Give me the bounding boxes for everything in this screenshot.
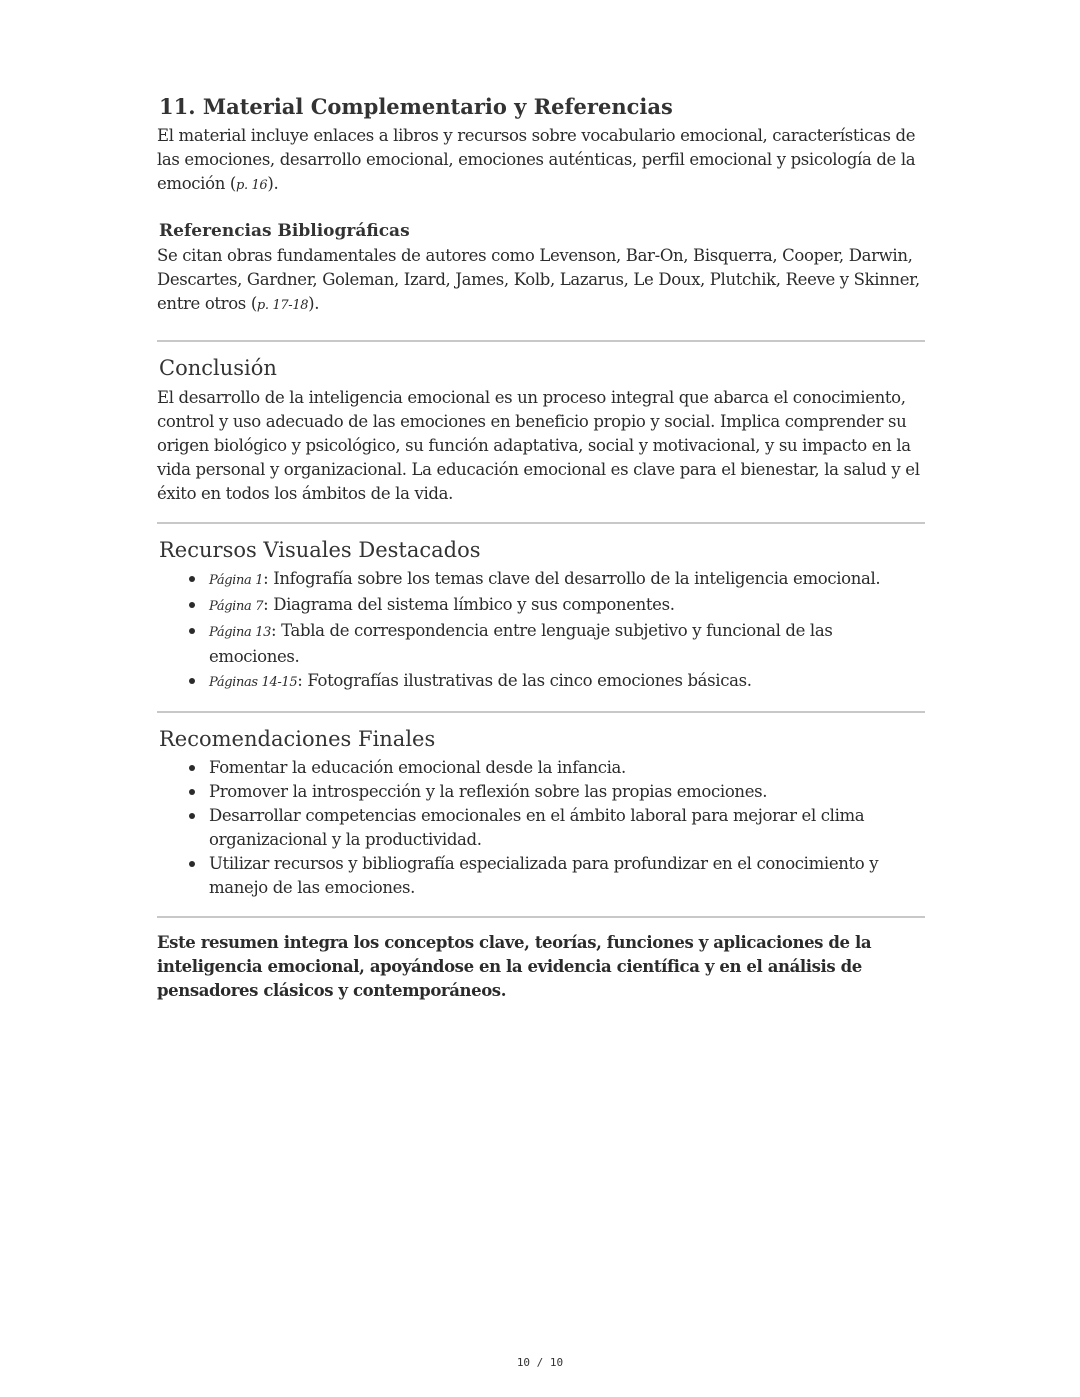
list-item: Desarrollar competencias emocionales en el ámbito laboral para mejorar el clima organizacional y la productividad. [209,804,925,852]
list-item: Página 13: Tabla de correspondencia entre lenguaje subjetivo y funcional de las emociones. [209,619,925,669]
document-body [157,94,925,1019]
list-item: Páginas 14-15: Fotografías ilustrativas de las cinco emociones básicas. [209,669,925,695]
summary-section [157,918,925,1019]
page-citation: p. 16 [235,178,268,194]
material-heading: 11. Material Complementario y Referencias [159,94,673,119]
conclusion-paragraph: El desarrollo de la inteligencia emocional es un proceso integral que abarca el conocimiento, control y uso adecuado de las emociones en beneficio propio y social. Implica comprender su origen biológico y psicológico, su función adaptativa, social y motivacional, y su impacto en la vida personal y organizacional. La educación emocional es clave para el bienestar, la salud y el éxito en todos los ámbitos de la vida. [157,387,920,503]
visuals-list [157,567,925,695]
visuals-heading: Recursos Visuales Destacados [159,537,481,562]
list-item: Promover la introspección y la reflexión sobre las propias emociones. [209,780,925,804]
material-section [157,94,925,198]
references-paragraph: Se citan obras fundamentales de autores como Levenson, Bar-On, Bisquerra, Cooper, Darwin, Descartes, Gardner, Goleman, Izard, James, Kolb, Lazarus, Le Doux, Plutchik, Reeve y Skinner, entre otros (p. 17-18). [157,246,920,314]
visuals-section [157,524,925,711]
conclusion-section [157,342,925,521]
conclusion-heading: Conclusión [159,356,277,381]
references-section [157,220,925,318]
recommendations-list [157,756,925,900]
summary-paragraph: Este resumen integra los conceptos clave, teorías, funciones y aplicaciones de la inteligencia emocional, apoyándose en la evidencia científica y en el análisis de pensadores clásicos y contemporáneos. [157,933,872,1001]
list-item: Página 1: Infografía sobre los temas clave del desarrollo de la inteligencia emocional. [209,567,925,593]
references-heading: Referencias Bibliográficas [159,221,410,242]
page-citation: p. 17-18 [256,298,309,314]
recommendations-heading: Recomendaciones Finales [159,726,436,751]
list-item: Página 7: Diagrama del sistema límbico y sus componentes. [209,593,925,619]
material-paragraph: El material incluye enlaces a libros y recursos sobre vocabulario emocional, características de las emociones, desarrollo emocional, emociones auténticas, perfil emocional y psicología de la emoción (p. 16). [157,126,916,194]
recommendations-section [157,713,925,916]
list-item: Utilizar recursos y bibliografía especializada para profundizar en el conocimiento y manejo de las emociones. [209,852,925,900]
page-number: 10 / 10 [516,1356,564,1369]
list-item: Fomentar la educación emocional desde la infancia. [209,756,925,780]
